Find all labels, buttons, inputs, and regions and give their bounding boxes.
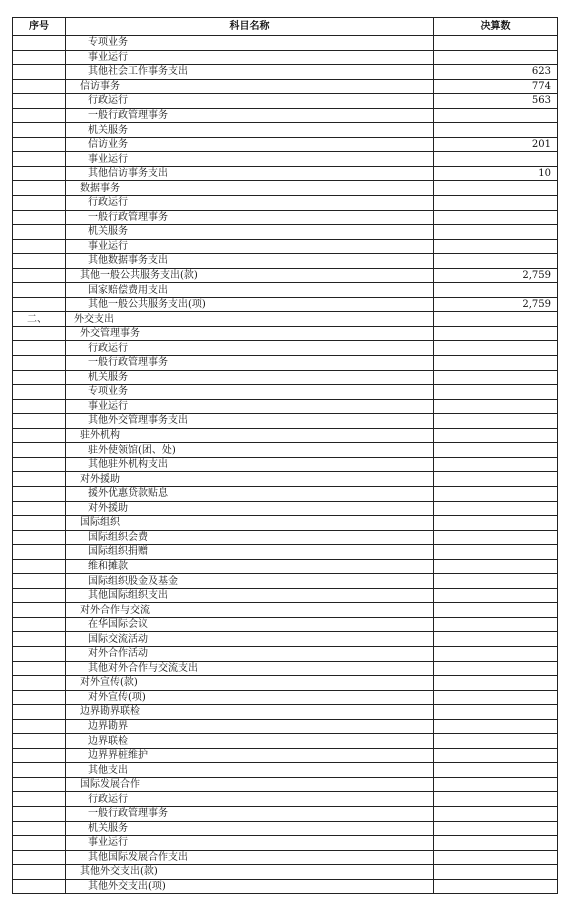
row-seq [13,472,66,487]
row-seq [13,399,66,414]
row-seq [13,617,66,632]
row-amount [434,748,558,763]
row-amount [434,777,558,792]
row-item-name: 信访业务 [66,137,434,152]
header-amount: 决算数 [434,18,558,36]
row-item-name: 其他一般公共服务支出(款) [66,268,434,283]
row-amount [434,588,558,603]
row-seq [13,777,66,792]
row-item-name: 专项业务 [66,36,434,51]
table-row [13,94,558,109]
row-seq [13,850,66,865]
table-row [13,36,558,51]
row-seq [13,123,66,138]
table-row [13,50,558,65]
row-amount [434,414,558,429]
table-row [13,676,558,691]
table-row [13,268,558,283]
row-amount [434,370,558,385]
table-body [13,36,558,894]
row-amount [434,850,558,865]
row-amount [434,603,558,618]
row-item-name: 边界勘界 [66,719,434,734]
row-item-name: 一般行政管理事务 [66,210,434,225]
row-amount [434,865,558,880]
table-row [13,516,558,531]
table-row [13,414,558,429]
row-amount [434,326,558,341]
row-item-name: 其他数据事务支出 [66,254,434,269]
row-item-name: 国际交流活动 [66,632,434,647]
row-seq: 二、 [13,312,66,327]
table-row [13,865,558,880]
table-row [13,705,558,720]
row-seq [13,196,66,211]
row-amount [434,443,558,458]
row-item-name: 其他对外合作与交流支出 [66,661,434,676]
header-seq: 序号 [13,18,66,36]
row-amount [434,501,558,516]
row-seq [13,50,66,65]
table-row [13,312,558,327]
table-row [13,719,558,734]
row-seq [13,661,66,676]
table-row [13,210,558,225]
table-row [13,356,558,371]
row-amount [434,283,558,298]
row-seq [13,414,66,429]
row-item-name: 边界界桩维护 [66,748,434,763]
table-row [13,603,558,618]
table-row [13,632,558,647]
table-row [13,225,558,240]
row-item-name: 机关服务 [66,821,434,836]
table-row [13,341,558,356]
table-row [13,137,558,152]
row-amount [434,399,558,414]
row-seq [13,530,66,545]
row-seq [13,806,66,821]
row-item-name: 一般行政管理事务 [66,356,434,371]
row-amount [434,821,558,836]
table-row [13,65,558,80]
row-amount [434,196,558,211]
table-row [13,806,558,821]
row-item-name: 外交管理事务 [66,326,434,341]
row-amount [434,36,558,51]
row-amount [434,239,558,254]
row-seq [13,443,66,458]
table-row [13,443,558,458]
table-row [13,283,558,298]
row-item-name: 其他外交支出(款) [66,865,434,880]
row-amount [434,254,558,269]
row-seq [13,676,66,691]
row-seq [13,865,66,880]
row-item-name: 其他国际发展合作支出 [66,850,434,865]
table-row [13,850,558,865]
row-item-name: 对外宣传(项) [66,690,434,705]
row-seq [13,297,66,312]
row-amount [434,457,558,472]
row-item-name: 信访事务 [66,79,434,94]
row-amount [434,385,558,400]
table-row [13,574,558,589]
row-amount [434,486,558,501]
row-item-name: 对外援助 [66,501,434,516]
row-item-name: 对外合作与交流 [66,603,434,618]
table-row [13,530,558,545]
row-amount [434,516,558,531]
row-item-name: 事业运行 [66,50,434,65]
table-row [13,297,558,312]
row-item-name: 行政运行 [66,196,434,211]
row-seq [13,690,66,705]
row-seq [13,574,66,589]
row-amount [434,705,558,720]
row-item-name: 一般行政管理事务 [66,806,434,821]
row-seq [13,603,66,618]
table-row [13,239,558,254]
row-item-name: 其他支出 [66,763,434,778]
row-item-name: 行政运行 [66,341,434,356]
row-seq [13,166,66,181]
row-amount [434,312,558,327]
row-seq [13,559,66,574]
row-seq [13,792,66,807]
row-seq [13,239,66,254]
row-item-name: 国际组织会费 [66,530,434,545]
table-row [13,646,558,661]
row-seq [13,719,66,734]
row-seq [13,588,66,603]
table-row [13,123,558,138]
table-row [13,326,558,341]
row-amount [434,341,558,356]
row-item-name: 其他一般公共服务支出(项) [66,297,434,312]
row-seq [13,545,66,560]
row-seq [13,65,66,80]
table-row [13,428,558,443]
row-seq [13,632,66,647]
row-item-name: 其他社会工作事务支出 [66,65,434,80]
row-amount [434,690,558,705]
row-item-name: 机关服务 [66,123,434,138]
row-amount [434,632,558,647]
row-item-name: 维和摊款 [66,559,434,574]
table-row [13,399,558,414]
row-seq [13,283,66,298]
row-amount: 2,759 [434,297,558,312]
table-row [13,763,558,778]
row-seq [13,326,66,341]
row-item-name: 国际组织股金及基金 [66,574,434,589]
row-item-name: 在华国际会议 [66,617,434,632]
row-seq [13,763,66,778]
row-amount [434,530,558,545]
row-seq [13,356,66,371]
row-seq [13,836,66,851]
table-row [13,777,558,792]
row-item-name: 国际组织 [66,516,434,531]
row-amount [434,428,558,443]
row-item-name: 边界勘界联检 [66,705,434,720]
row-amount [434,661,558,676]
row-item-name: 事业运行 [66,152,434,167]
row-amount [434,559,558,574]
row-amount [434,734,558,749]
row-seq [13,268,66,283]
row-item-name: 数据事务 [66,181,434,196]
row-item-name: 行政运行 [66,792,434,807]
table-row [13,166,558,181]
row-item-name: 国际组织捐赠 [66,545,434,560]
row-seq [13,36,66,51]
row-item-name: 驻外使领馆(团、处) [66,443,434,458]
table-row [13,734,558,749]
row-amount [434,574,558,589]
table-row [13,254,558,269]
row-item-name: 国家赔偿费用支出 [66,283,434,298]
row-amount [434,152,558,167]
row-seq [13,486,66,501]
row-seq [13,734,66,749]
row-item-name: 国际发展合作 [66,777,434,792]
row-item-name: 其他驻外机构支出 [66,457,434,472]
row-amount: 201 [434,137,558,152]
row-amount [434,356,558,371]
row-item-name: 驻外机构 [66,428,434,443]
row-seq [13,254,66,269]
row-seq [13,428,66,443]
row-amount [434,50,558,65]
row-amount: 2,759 [434,268,558,283]
table-row [13,108,558,123]
row-seq [13,137,66,152]
table-row [13,196,558,211]
row-item-name: 其他外交管理事务支出 [66,414,434,429]
table-row [13,836,558,851]
table-row [13,748,558,763]
row-seq [13,370,66,385]
table-row [13,501,558,516]
row-amount [434,676,558,691]
row-item-name: 其他外交支出(项) [66,879,434,894]
row-amount [434,181,558,196]
row-amount [434,719,558,734]
row-item-name: 事业运行 [66,836,434,851]
row-amount [434,108,558,123]
row-item-name: 行政运行 [66,94,434,109]
table-row [13,559,558,574]
row-seq [13,705,66,720]
row-item-name: 专项业务 [66,385,434,400]
row-seq [13,94,66,109]
table-row [13,792,558,807]
row-amount: 774 [434,79,558,94]
row-amount [434,646,558,661]
row-seq [13,181,66,196]
row-item-name: 其他信访事务支出 [66,166,434,181]
table-row [13,472,558,487]
row-item-name: 机关服务 [66,225,434,240]
row-amount [434,617,558,632]
row-item-name: 事业运行 [66,239,434,254]
row-item-name: 一般行政管理事务 [66,108,434,123]
row-seq [13,748,66,763]
table-row [13,79,558,94]
row-amount: 10 [434,166,558,181]
table-row [13,152,558,167]
row-amount [434,792,558,807]
row-item-name: 对外合作活动 [66,646,434,661]
row-amount [434,472,558,487]
table-row [13,486,558,501]
row-seq [13,457,66,472]
row-seq [13,385,66,400]
table-row [13,661,558,676]
row-seq [13,341,66,356]
row-seq [13,225,66,240]
header-name: 科目名称 [66,18,434,36]
row-amount [434,879,558,894]
row-item-name: 对外援助 [66,472,434,487]
row-seq [13,646,66,661]
row-amount [434,123,558,138]
row-seq [13,79,66,94]
table-row [13,457,558,472]
row-seq [13,210,66,225]
row-seq [13,108,66,123]
table-row [13,879,558,894]
row-item-name: 机关服务 [66,370,434,385]
row-item-name: 对外宣传(款) [66,676,434,691]
row-amount [434,225,558,240]
row-amount: 563 [434,94,558,109]
table-row [13,617,558,632]
table-row [13,690,558,705]
row-seq [13,821,66,836]
row-amount [434,836,558,851]
table-row [13,370,558,385]
row-item-name: 边界联检 [66,734,434,749]
row-seq [13,152,66,167]
row-amount [434,210,558,225]
table-row [13,588,558,603]
header-row [13,18,558,36]
row-item-name: 援外优惠贷款贴息 [66,486,434,501]
table-row [13,385,558,400]
row-seq [13,879,66,894]
row-item-name: 其他国际组织支出 [66,588,434,603]
row-seq [13,501,66,516]
row-item-name: 事业运行 [66,399,434,414]
row-amount: 623 [434,65,558,80]
table-row [13,821,558,836]
row-amount [434,545,558,560]
row-seq [13,516,66,531]
budget-table [12,17,558,894]
row-amount [434,806,558,821]
row-item-name: 外交支出 [66,312,434,327]
table-row [13,181,558,196]
row-amount [434,763,558,778]
table-row [13,545,558,560]
